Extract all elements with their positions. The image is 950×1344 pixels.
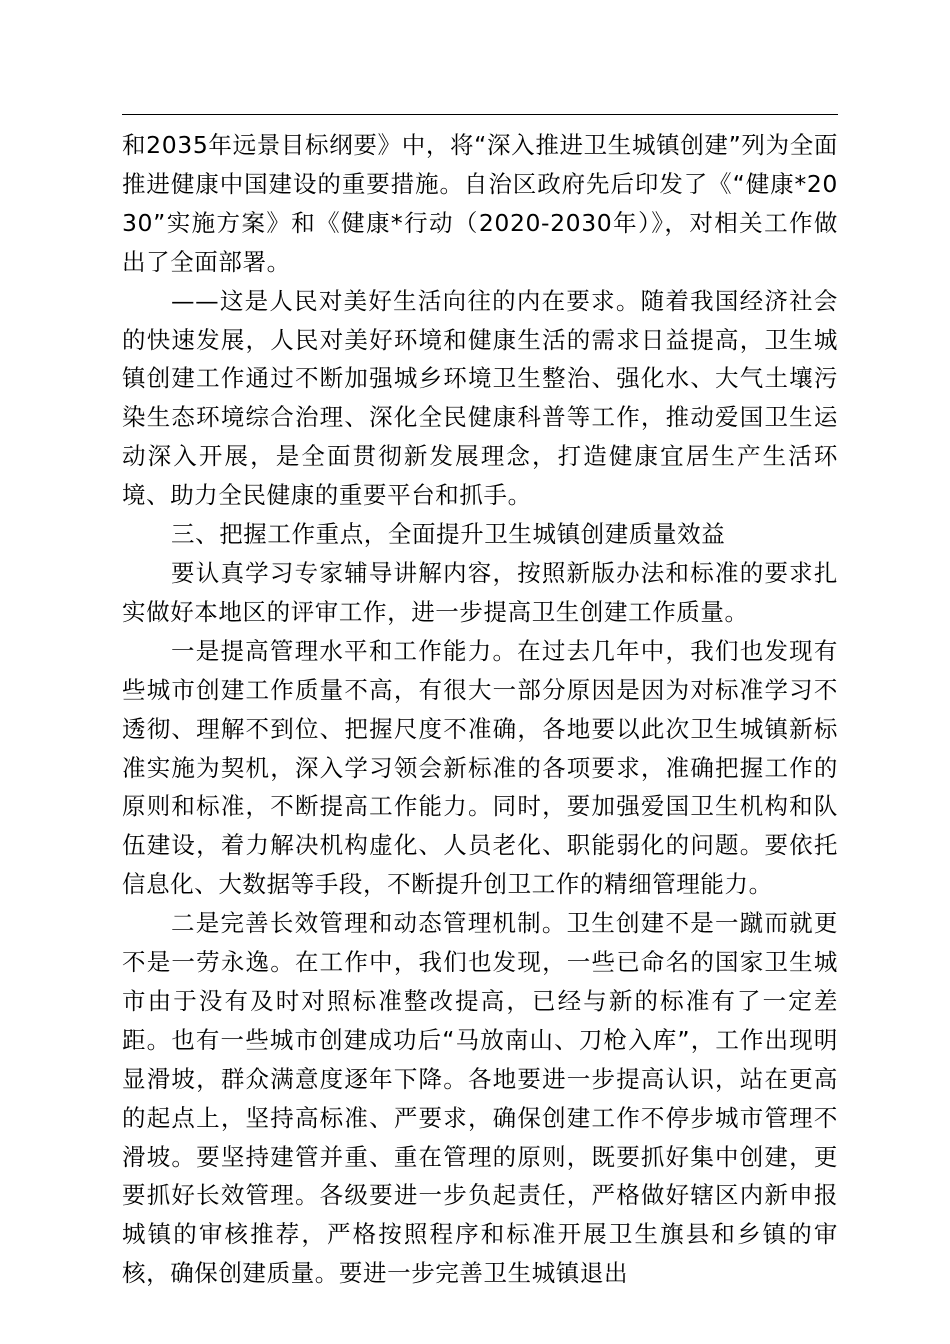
paragraph-study-standards: 要认真学习专家辅导讲解内容，按照新版办法和标准的要求扎实做好本地区的评审工作，进一步提高卫生创建工作质量。: [122, 558, 838, 626]
paragraph-people-demand: ——这是人民对美好生活向往的内在要求。随着我国经济社会的快速发展，人民对美好环境和健康生活的需求日益提高，卫生城镇创建工作通过不断加强城乡环境卫生整治、强化水、大气土壤污染生态环境综合治理、深化全民健康科普等工作，推动爱国卫生运动深入开展，是全面贯彻新发展理念，打造健康宜居生产生活环境、助力全民健康的重要平台和抓手。: [122, 286, 838, 510]
paragraph-point-one: 一是提高管理水平和工作能力。在过去几年中，我们也发现有些城市创建工作质量不高，有很大一部分原因是因为对标准学习不透彻、理解不到位、把握尺度不准确，各地要以此次卫生城镇新标准实施为契机，深入学习领会新标准的各项要求，准确把握工作的原则和标准，不断提高工作能力。同时，要加强爱国卫生机构和队伍建设，着力解决机构虚化、人员老化、职能弱化的问题。要依托信息化、大数据等手段，不断提升创卫工作的精细管理能力。: [122, 636, 838, 899]
document-body: [122, 126, 838, 1293]
paragraph-continuation: 和2035年远景目标纲要》中，将“深入推进卫生城镇创建”列为全面推进健康中国建设的重要措施。自治区政府先后印发了《“健康*2030”实施方案》和《健康*行动（2020-2030年）》，对相关工作做出了全面部署。: [122, 131, 838, 276]
paragraph-point-two: 二是完善长效管理和动态管理机制。卫生创建不是一蹴而就更不是一劳永逸。在工作中，我们也发现，一些已命名的国家卫生城市由于没有及时对照标准整改提高，已经与新的标准有了一定差距。也有一些城市创建成功后“马放南山、刀枪入库”，工作出现明显滑坡，群众满意度逐年下降。各地要进一步提高认识，站在更高的起点上，坚持高标准、严要求，确保创建工作不停步城市管理不滑坡。要坚持建管并重、重在管理的原则，既要抓好集中创建，更要抓好长效管理。各级要进一步负起责任，严格做好辖区内新申报城镇的审核推荐，严格按照程序和标准开展卫生旗县和乡镇的审核，确保创建质量。要进一步完善卫生城镇退出: [122, 909, 838, 1288]
section-heading-three: 三、把握工作重点，全面提升卫生城镇创建质量效益: [171, 520, 726, 549]
header-rule: [122, 114, 838, 115]
